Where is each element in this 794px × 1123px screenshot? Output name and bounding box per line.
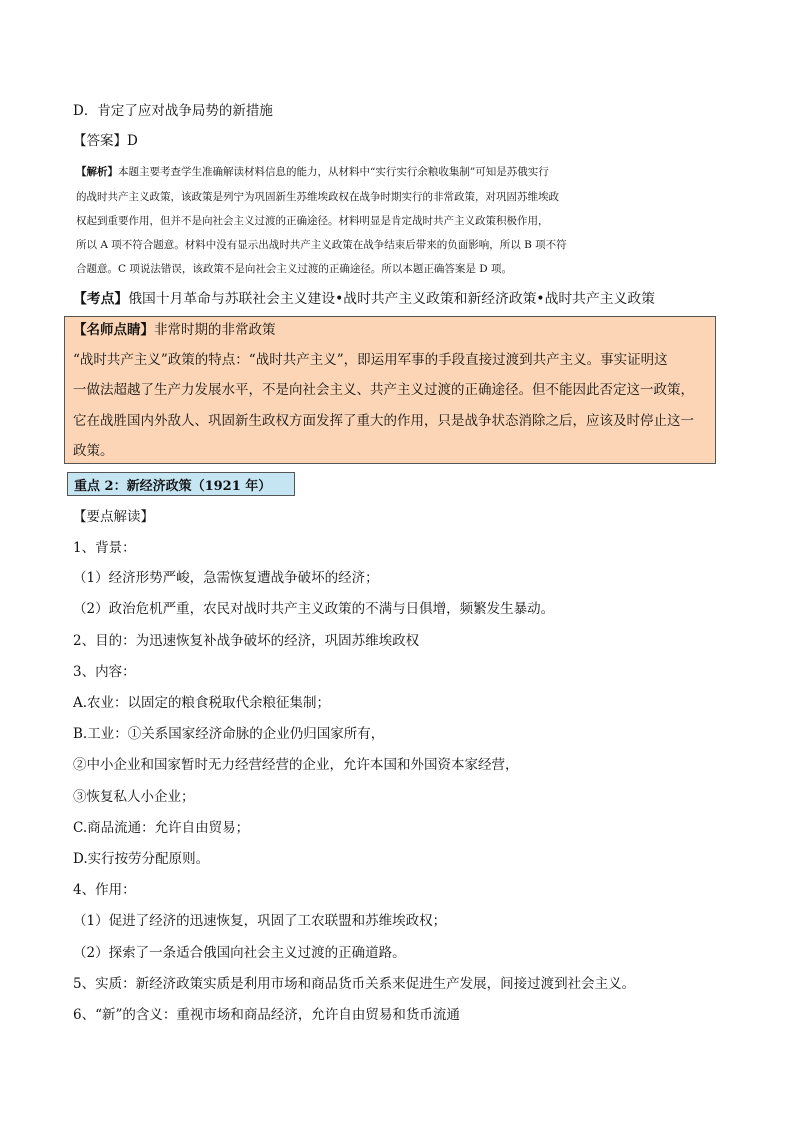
body-line: （1）促进了经济的迅速恢复，巩固了工农联盟和苏维埃政权； [73, 913, 447, 929]
analysis-line-3: 权起到重要作用，但并不是向社会主义过渡的正确途径。材料明显是肯定战时共产主义政策积极作用， [76, 215, 549, 227]
mingshi-line-1: “战时共产主义”政策的特点：“战时共产主义”，即运用军事的手段直接过渡到共产主义。事实证明这 [73, 352, 668, 368]
option-d: D．肯定了应对战争局势的新措施 [73, 103, 273, 119]
answer-line [73, 131, 138, 151]
key-point-heading-box [67, 472, 295, 496]
kaodian-line [73, 289, 655, 309]
analysis-line-2: 的战时共产主义政策，该政策是列宁为巩固新生苏维埃政权在战争时期实行的非常政策，对巩固苏维埃政 [76, 191, 559, 203]
analysis-line-4: 所以 A 项不符合题意。材料中没有显示出战时共产主义政策在战争结束后带来的负面影响，所以 B 项不符 [76, 239, 567, 251]
mingshi-line-2: 一做法超越了生产力发展水平，不是向社会主义、共产主义过渡的正确途径。但不能因此否定这一政策， [73, 382, 694, 398]
mingshi-line-4: 政策。 [73, 443, 114, 459]
section-heading: 【要点解读】 [73, 509, 154, 525]
body-line: ②中小企业和国家暂时无力经营经营的企业，允许本国和外国资本家经营， [73, 757, 519, 773]
kaodian-text: 俄国十月革命与苏联社会主义建设•战时共产主义政策和新经济政策•战时共产主义政策 [128, 291, 655, 307]
body-line: 6、“新”的含义：重视市场和商品经济，允许自由贸易和货币流通 [73, 1007, 460, 1023]
body-line: （1）经济形势严峻，急需恢复遭战争破坏的经济； [73, 570, 379, 586]
body-line: （2）探索了一条适合俄国向社会主义过渡的正确道路。 [73, 945, 406, 961]
analysis-line-1: 【解析】本题主要考查学生准确解读材料信息的能力，从材料中“实行实行余粮收集制”可知是苏俄实行 [76, 166, 549, 178]
body-line: （2）政治危机严重，农民对战时共产主义政策的不满与日俱增，频繁发生暴动。 [73, 601, 555, 617]
body-line: 4、作用： [73, 882, 136, 898]
body-line: A.农业：以固定的粮食税取代余粮征集制； [73, 695, 331, 711]
body-line: 5、实质：新经济政策实质是利用市场和商品货币关系来促进生产发展，间接过渡到社会主义。 [73, 976, 636, 992]
mingshi-title: 非常时期的非常政策 [154, 322, 276, 338]
body-line: B.工业：①关系国家经济命脉的企业仍归国家所有， [73, 726, 385, 742]
mingshi-line-3: 它在战胜国内外敌人、巩固新生政权方面发挥了重大的作用，只是战争状态消除之后，应该及时停止这一 [73, 413, 694, 429]
analysis-line-5: 合题意。C 项说法错误，该政策不是向社会主义过渡的正确途径。所以本题正确答案是 D 项。 [76, 263, 512, 275]
key-point-heading: 重点 2：新经济政策（1921 年） [74, 479, 272, 494]
kaodian-label: 【考点】 [73, 291, 129, 307]
mingshi-title-line [73, 320, 276, 340]
mingshi-label: 【名师点睛】 [73, 322, 154, 338]
body-line: 2、目的：为迅速恢复补战争破坏的经济，巩固苏维埃政权 [73, 633, 420, 649]
mingshi-tip-box [64, 316, 716, 464]
analysis-label: 【解析】 [76, 166, 118, 178]
answer-value: D [127, 133, 138, 149]
body-line: 1、背景： [73, 540, 136, 556]
body-line: 3、内容： [73, 664, 136, 680]
body-line: D.实行按劳分配原则。 [73, 851, 210, 867]
body-line: C.商品流通：允许自由贸易； [73, 820, 250, 836]
body-line: ③恢复私人小企业； [73, 789, 195, 805]
answer-label: 【答案】 [73, 133, 127, 149]
